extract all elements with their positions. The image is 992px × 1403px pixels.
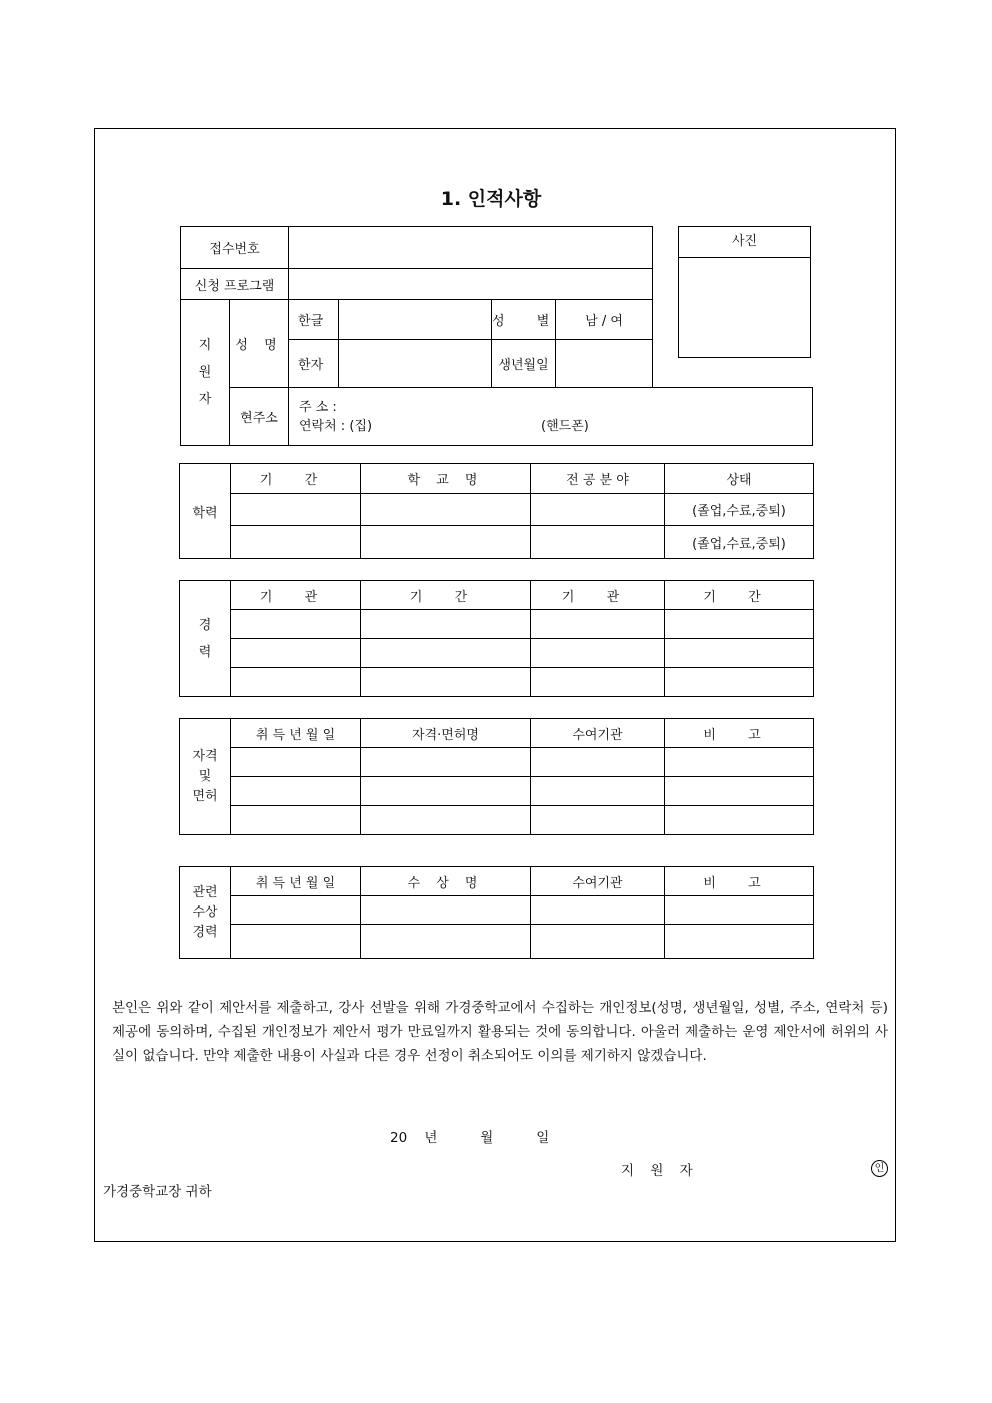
education-table: [179, 463, 814, 559]
contact-mobile-line: (핸드폰): [541, 419, 589, 434]
gender-label: 성 별: [492, 300, 556, 340]
award-cell[interactable]: [531, 925, 665, 959]
edu-cell[interactable]: [361, 494, 531, 526]
photo-label: 사진: [679, 227, 810, 258]
birth-label: 생년월일: [492, 340, 556, 388]
consent-paragraph: 본인은 위와 같이 제안서를 제출하고, 강사 선발을 위해 가경중학교에서 수집하는 개인정보(성명, 생년월일, 성별, 주소, 연락처 등) 제공에 동의하며, 수집된 개인정보가 제안서 평가 만료일까지 활용되는 것에 동의합니다. 아울러 제출하는 운영 제안서에 허위의 사실이 없습니다. 만약 제출한 내용이 사실과 다른 경우 선정이 취소되어도 이의를 제기하지 않겠습니다.: [112, 1000, 888, 1064]
name-label: 성 명: [230, 300, 289, 388]
license-cell[interactable]: [665, 806, 814, 835]
career-cell[interactable]: [361, 668, 531, 697]
address-line: 주 소 :: [299, 400, 337, 415]
license-cell[interactable]: [531, 777, 665, 806]
career-header-org: 기 관: [531, 581, 665, 610]
career-cell[interactable]: [231, 610, 361, 639]
address-label: 현주소: [230, 388, 289, 446]
license-cell[interactable]: [361, 748, 531, 777]
career-cell[interactable]: [231, 668, 361, 697]
gender-field[interactable]: 남 / 여: [556, 300, 653, 340]
award-label: 관련 수상 경력: [180, 867, 231, 959]
career-cell[interactable]: [665, 668, 814, 697]
receipt-no-label: 접수번호: [181, 227, 289, 269]
edu-cell[interactable]: [531, 494, 665, 526]
license-cell[interactable]: [665, 748, 814, 777]
career-cell[interactable]: [531, 668, 665, 697]
award-cell[interactable]: [361, 925, 531, 959]
license-header-issuer: 수여기관: [531, 719, 665, 748]
edu-cell[interactable]: [531, 526, 665, 559]
career-header-period: 기 간: [361, 581, 531, 610]
career-cell[interactable]: [531, 639, 665, 668]
edu-header-period: 기 간: [231, 464, 361, 494]
career-header-period: 기 간: [665, 581, 814, 610]
career-cell[interactable]: [665, 610, 814, 639]
program-field[interactable]: [289, 269, 653, 300]
award-cell[interactable]: [231, 925, 361, 959]
award-header-issuer: 수여기관: [531, 867, 665, 896]
hangul-label: 한글: [289, 300, 339, 340]
career-cell[interactable]: [665, 639, 814, 668]
award-cell[interactable]: [665, 896, 814, 925]
addressee-line: 가경중학교장 귀하: [103, 1184, 212, 1200]
award-cell[interactable]: [231, 896, 361, 925]
career-header-org: 기 관: [231, 581, 361, 610]
receipt-no-field[interactable]: [289, 227, 653, 269]
award-header-name: 수 상 명: [361, 867, 531, 896]
license-cell[interactable]: [531, 806, 665, 835]
birth-field[interactable]: [556, 340, 653, 388]
license-header-note: 비 고: [665, 719, 814, 748]
edu-cell[interactable]: [361, 526, 531, 559]
date-line[interactable]: 20 년 월 일: [390, 1130, 550, 1146]
license-header-name: 자격·면허명: [361, 719, 531, 748]
career-cell[interactable]: [531, 610, 665, 639]
section-title: 1. 인적사항: [440, 188, 542, 210]
hangul-name-field[interactable]: [339, 300, 492, 340]
program-label: 신청 프로그램: [181, 269, 289, 300]
career-table: [179, 580, 814, 697]
education-label: 학력: [180, 464, 231, 559]
award-cell[interactable]: [361, 896, 531, 925]
license-label: 자격 및 면허: [180, 719, 231, 835]
seal-icon[interactable]: 인: [871, 1160, 888, 1177]
award-table: [179, 866, 814, 959]
hanja-name-field[interactable]: [339, 340, 492, 388]
award-cell[interactable]: [665, 925, 814, 959]
edu-cell[interactable]: [231, 526, 361, 559]
edu-status-cell[interactable]: (졸업,수료,중퇴): [665, 526, 814, 559]
edu-header-major: 전 공 분 야: [531, 464, 665, 494]
career-label: 경 력: [180, 581, 231, 697]
license-cell[interactable]: [231, 806, 361, 835]
applicant-signature-label: 지 원 자: [621, 1163, 699, 1179]
photo-box[interactable]: [678, 226, 811, 358]
edu-header-status: 상태: [665, 464, 814, 494]
award-header-note: 비 고: [665, 867, 814, 896]
license-table: [179, 718, 814, 835]
license-cell[interactable]: [231, 748, 361, 777]
edu-cell[interactable]: [231, 494, 361, 526]
license-header-date: 취 득 년 월 일: [231, 719, 361, 748]
license-cell[interactable]: [531, 748, 665, 777]
license-cell[interactable]: [361, 777, 531, 806]
career-cell[interactable]: [361, 610, 531, 639]
license-cell[interactable]: [361, 806, 531, 835]
edu-status-cell[interactable]: (졸업,수료,중퇴): [665, 494, 814, 526]
applicant-label: 지 원 자: [181, 300, 230, 446]
award-header-date: 취 득 년 월 일: [231, 867, 361, 896]
contact-home-line: 연락처 : (집): [299, 419, 373, 434]
address-text: [299, 398, 589, 436]
award-cell[interactable]: [531, 896, 665, 925]
license-cell[interactable]: [231, 777, 361, 806]
hanja-label: 한자: [289, 340, 339, 388]
edu-header-school: 학 교 명: [361, 464, 531, 494]
career-cell[interactable]: [231, 639, 361, 668]
license-cell[interactable]: [665, 777, 814, 806]
career-cell[interactable]: [361, 639, 531, 668]
